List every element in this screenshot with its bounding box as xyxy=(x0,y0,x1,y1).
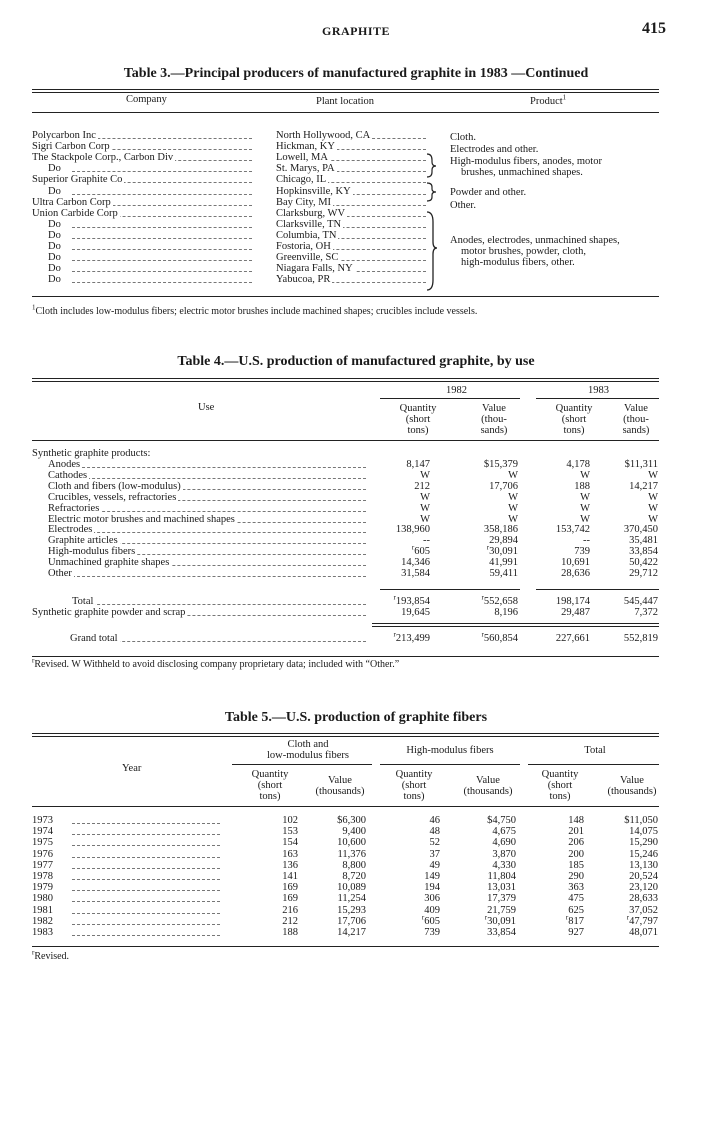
table5-row-1980-v3: 28,633 xyxy=(629,893,658,905)
dot-leader xyxy=(72,901,220,902)
table4-row-1-v82: $15,379 xyxy=(483,459,518,470)
table5-row-1980-q2: 306 xyxy=(424,893,440,905)
table4-head-1983-value: Value xyxy=(624,403,648,414)
table4-year-1982: 1982 xyxy=(446,385,467,396)
table5-head-total-value: Value xyxy=(620,775,644,786)
table4-head-1982-quantity: (short xyxy=(405,414,431,425)
table5-row-1983-v2: 33,854 xyxy=(487,927,516,938)
dot-leader xyxy=(72,282,252,283)
table5-row-1976-q3: 200 xyxy=(568,848,584,860)
table5-row-1981-v3: 37,052 xyxy=(629,904,658,916)
table3-company-11: Do xyxy=(48,241,61,252)
revised-mark: r xyxy=(411,543,415,552)
table4-head-1982-value: sands) xyxy=(480,425,508,436)
table5-row-1978-q1: 141 xyxy=(282,871,298,882)
page-number: 415 xyxy=(642,20,666,37)
table5-row-1983-q3: 927 xyxy=(568,927,584,938)
table3-company-12: Do xyxy=(48,252,61,264)
table5-row-1981-v2: 21,759 xyxy=(487,904,516,916)
table5-row-1978-year: 1978 xyxy=(32,871,53,882)
table3-braces xyxy=(424,150,438,295)
table3-product-1: Cloth. xyxy=(450,132,476,143)
table3-col-product: Product$^1$ xyxy=(530,93,567,107)
table4-row-10-label: Unmachined graphite shapes xyxy=(48,557,170,569)
dot-leader xyxy=(72,890,220,891)
table4-row-8-q82: -- xyxy=(423,535,430,547)
table3-plant-8: Clarksburg, WV xyxy=(276,207,346,219)
table5-row-1973-q3: 148 xyxy=(568,815,584,826)
table5-row-1983-q1: 188 xyxy=(282,927,298,938)
table5-row-1981-v1: 15,293 xyxy=(337,904,366,916)
table5-row-1977-v2: 4,330 xyxy=(492,859,516,871)
revised-mark: r xyxy=(32,656,35,665)
table4-year-1983: 1983 xyxy=(588,385,609,396)
table3-plant-13: Niagara Falls, NY xyxy=(276,263,353,275)
table4-row-5-q83: W xyxy=(580,502,590,514)
table3-footnote: $^1$Cloth includes low-modulus fibers; electric motor brushes include machined shapes; crucibles include vessels. xyxy=(32,303,478,317)
table5-row-1976-v3: 15,246 xyxy=(629,848,658,860)
dot-leader xyxy=(72,271,252,272)
dot-leader xyxy=(72,478,366,479)
table4-row-7-v82: 358,186 xyxy=(483,524,518,536)
table4-row-10-q82: 14,346 xyxy=(401,557,430,569)
table4-head-1983-value: (thou- xyxy=(623,414,649,425)
revised-mark: r xyxy=(481,593,484,602)
table3-company-1: Polycarbon Inc xyxy=(32,130,96,141)
table3-plant-10: Columbia, TN xyxy=(276,229,337,241)
dot-leader xyxy=(72,260,252,261)
table5-row-1977-v1: 8,800 xyxy=(342,859,366,871)
table5-row-1982-year: 1982 xyxy=(32,915,53,927)
table4-grand-total-q82: $^r$213,499 xyxy=(393,630,430,644)
table4-row-10-v83: 50,422 xyxy=(629,557,658,569)
table3-plant-12: Greenville, SC xyxy=(276,252,339,264)
table4-head-1983-value: sands) xyxy=(622,425,650,436)
table4-grand-total-v83: 552,819 xyxy=(623,633,658,644)
dot-leader xyxy=(72,171,252,172)
table5-row-1982-q1: 212 xyxy=(282,915,298,927)
table3-company-9: Do xyxy=(48,218,61,230)
dot-leader xyxy=(72,576,366,577)
table5-row-1982-q3: $^r$817 xyxy=(565,913,584,927)
running-header: GRAPHITE xyxy=(321,24,390,38)
table4-group-label: Synthetic graphite products: xyxy=(32,448,151,459)
table4-row-5-label: Refractories xyxy=(48,502,100,514)
table3-caption: Table 3.—Principal producers of manufactured graphite in 1983 —Continued xyxy=(123,66,589,81)
table4-row-7-q83: 153,742 xyxy=(555,524,590,536)
table5-row-1977-v3: 13,130 xyxy=(629,859,658,871)
table3-company-5: Superior Graphite Co xyxy=(32,174,123,186)
table5-row-1975-q3: 206 xyxy=(568,837,584,849)
table5-row-1980-year: 1980 xyxy=(32,893,53,905)
table4-row-2-q83: W xyxy=(580,469,590,481)
table5-total-rule xyxy=(528,764,659,765)
table3-product-2: Electrodes and other. xyxy=(450,144,539,155)
dot-leader xyxy=(72,138,252,139)
dot-leader xyxy=(72,935,220,936)
dot-leader xyxy=(72,823,220,824)
table4-total-q83: 198,174 xyxy=(555,596,590,607)
table4-1982-rule xyxy=(380,398,520,399)
table4-row-11-q82: 31,584 xyxy=(401,568,430,579)
table4-row-8-v82: 29,894 xyxy=(489,535,518,547)
dot-leader xyxy=(72,194,252,195)
table3-plant-6: Hopkinsville, KY xyxy=(276,185,351,197)
table5-row-1973-v2: $4,750 xyxy=(487,815,516,826)
table5-row-1974-v1: 9,400 xyxy=(342,826,366,838)
table4-row-8-label: Graphite articles xyxy=(48,535,118,547)
table4-top-rule xyxy=(32,378,659,382)
table5-row-1976-year: 1976 xyxy=(32,848,53,860)
table3-product-6b: motor brushes, powder, cloth, xyxy=(461,246,586,257)
table3-header-rule xyxy=(32,112,659,113)
table5-cloth-rule xyxy=(232,764,372,765)
table4-row-7-label: Electrodes xyxy=(48,524,93,536)
table4-total-label: Total xyxy=(72,596,94,607)
table4-row-7-v83: 370,450 xyxy=(623,524,658,536)
table4-row-5-v82: W xyxy=(508,502,518,514)
table4-row-6-v83: W xyxy=(648,513,658,525)
table3-plant-4: St. Marys, PA xyxy=(276,163,335,175)
dot-leader xyxy=(72,924,220,925)
table4-powder-q83: 29,487 xyxy=(561,607,590,618)
table3-company-6: Do xyxy=(48,185,61,197)
table5-year-header: Year xyxy=(122,763,142,774)
table3-plant-9: Clarksville, TN xyxy=(276,218,342,230)
table4-header-rule xyxy=(32,440,659,441)
table5-row-1979-v1: 10,089 xyxy=(337,882,366,894)
table3-top-rule xyxy=(32,89,659,93)
table4-total-v83: 545,447 xyxy=(623,596,658,607)
table4-row-9-q83: 739 xyxy=(574,546,590,558)
table4-row-1-label: Anodes xyxy=(48,459,81,470)
table5-row-1975-v2: 4,690 xyxy=(492,837,516,849)
table5-group-high-modulus: High-modulus fibers xyxy=(406,745,494,756)
table5-head-cloth-quantity: (short xyxy=(257,780,283,791)
table5-row-1978-q2: 149 xyxy=(424,871,440,882)
table5-row-1973-v1: $6,300 xyxy=(337,815,366,826)
table4-row-2-v83: W xyxy=(648,469,658,481)
table4-row-9-v83: 33,854 xyxy=(629,546,658,558)
table4-row-2-v82: W xyxy=(508,469,518,481)
dot-leader xyxy=(72,845,220,846)
table4-row-9-q82: $^r$605 xyxy=(411,543,430,558)
table5-row-1975-v1: 10,600 xyxy=(337,837,366,849)
dot-leader xyxy=(72,834,220,835)
table5-head-high-value: Value xyxy=(476,775,500,786)
table5-head-cloth-quantity: tons) xyxy=(259,791,281,802)
table3-company-8: Union Carbide Corp xyxy=(32,207,118,219)
table5-row-1980-q1: 169 xyxy=(282,893,298,905)
table4-row-7-q82: 138,960 xyxy=(395,524,430,536)
table5-row-1974-q3: 201 xyxy=(568,826,584,838)
brace-chicago xyxy=(427,183,436,201)
table4-row-5-v83: W xyxy=(648,502,658,514)
table4-row-4-q82: W xyxy=(420,491,430,503)
table4-total-v82: $^r$552,658 xyxy=(481,593,518,607)
table5-row-1977-q1: 136 xyxy=(282,859,298,871)
table5-head-cloth-quantity: Quantity xyxy=(251,769,289,780)
revised-mark: r xyxy=(32,948,35,957)
table4-row-11-label: Other xyxy=(48,568,72,579)
table3-product-6a: Anodes, electrodes, unmachined shapes, xyxy=(450,235,620,246)
table5-row-1977-q3: 185 xyxy=(568,859,584,871)
table4-head-1982-quantity: Quantity xyxy=(399,403,437,414)
brace-lowell xyxy=(427,154,436,177)
table4-row-11-v82: 59,411 xyxy=(489,568,518,579)
table5-row-1981-year: 1981 xyxy=(32,904,53,916)
table4-grand-total-label: Grand total xyxy=(70,633,118,644)
dot-leader xyxy=(316,160,426,161)
revised-mark: r xyxy=(421,913,425,922)
table5-head-total-value: (thousands) xyxy=(607,786,657,797)
table3-product-3b: brushes, unmachined shapes. xyxy=(461,167,583,178)
table4-row-8-q83: -- xyxy=(583,535,590,547)
table3-product-3a: High-modulus fibers, anodes, motor xyxy=(450,156,602,167)
table5-head-cloth-value: Value xyxy=(328,775,352,786)
table4-row-6-label: Electric motor brushes and machined shapes xyxy=(48,513,235,525)
dot-leader xyxy=(316,282,426,283)
table4-row-9-v82: $^r$30,091 xyxy=(486,543,518,558)
table4-grand-total-v82: $^r$560,854 xyxy=(481,630,518,644)
table4-row-3-label: Cloth and fibers (low-modulus) xyxy=(48,480,181,492)
table4-caption: Table 4.—U.S. production of manufactured graphite, by use xyxy=(177,354,535,369)
table4-use-header: Use xyxy=(198,402,215,413)
table3-company-3: The Stackpole Corp., Carbon Div xyxy=(32,152,174,164)
table4-row-11-q83: 28,636 xyxy=(561,568,590,579)
table5-group-total: Total xyxy=(584,745,606,756)
table3-plant-3: Lowell, MA xyxy=(276,152,328,164)
table5-row-1982-v3: $^r$47,797 xyxy=(626,913,658,927)
table5-row-1978-v1: 8,720 xyxy=(342,871,366,882)
table5-row-1977-year: 1977 xyxy=(32,859,53,871)
table5-head-high-value: (thousands) xyxy=(463,786,513,797)
table5-row-1982-q2: $^r$605 xyxy=(421,913,440,927)
table3-company-7: Ultra Carbon Corp xyxy=(32,196,111,208)
table3-plant-14: Yabucoa, PR xyxy=(276,274,331,286)
table5-head-high-quantity: tons) xyxy=(403,791,425,802)
table4-row-1-q83: 4,178 xyxy=(566,459,590,470)
table5-row-1976-v1: 11,376 xyxy=(337,848,366,860)
table4-subtotal-rule xyxy=(380,589,520,590)
table5-row-1981-q1: 216 xyxy=(282,904,298,916)
table5-row-1975-q1: 154 xyxy=(282,837,298,849)
table4-row-4-label: Crucibles, vessels, refractories xyxy=(48,491,177,503)
revised-mark: r xyxy=(565,913,569,922)
table5-row-1974-v3: 14,075 xyxy=(629,826,658,838)
table4-bottom-rule xyxy=(32,656,659,657)
dot-leader xyxy=(72,532,366,533)
table5-row-1980-v2: 17,379 xyxy=(487,893,516,905)
table4-head-1983-quantity: Quantity xyxy=(555,403,593,414)
table5-header-rule xyxy=(32,806,659,807)
table3-bottom-rule xyxy=(32,296,659,297)
table5-row-1977-q2: 49 xyxy=(429,859,440,871)
table4-head-1982-quantity: tons) xyxy=(407,425,429,436)
table3-product-5: Other. xyxy=(450,200,476,211)
table5-row-1979-q3: 363 xyxy=(568,882,584,894)
table4-powder-q82: 19,645 xyxy=(401,607,430,618)
table3-plant-11: Fostoria, OH xyxy=(276,241,331,252)
table5-head-high-quantity: Quantity xyxy=(395,769,433,780)
table4-row-2-q82: W xyxy=(420,469,430,481)
table5-row-1974-year: 1974 xyxy=(32,826,53,838)
table4-row-6-q82: W xyxy=(420,513,430,525)
revised-mark: r xyxy=(486,543,490,552)
table4-row-1-v83: $11,311 xyxy=(624,459,658,470)
table5-row-1976-v2: 3,870 xyxy=(492,848,516,860)
table5-row-1974-q2: 48 xyxy=(429,826,440,838)
dot-leader xyxy=(72,238,252,239)
table5-row-1973-v3: $11,050 xyxy=(624,815,658,826)
table3-company-14: Do xyxy=(48,274,61,286)
table4-total-q82: $^r$193,854 xyxy=(393,593,430,607)
table4-row-6-v82: W xyxy=(508,513,518,525)
table3-plant-1: North Hollywood, CA xyxy=(276,130,371,141)
table4-head-1982-value: (thou- xyxy=(481,414,507,425)
table3-product-4: Powder and other. xyxy=(450,187,527,198)
dot-leader xyxy=(72,604,366,605)
revised-mark: r xyxy=(393,593,396,602)
dot-leader xyxy=(72,249,252,250)
table4-row-4-v82: W xyxy=(508,491,518,503)
table4-subtotal-rule xyxy=(536,589,659,590)
table5-row-1983-v3: 48,071 xyxy=(629,927,658,938)
brace-union-carbide xyxy=(427,212,437,290)
table5-head-total-quantity: tons) xyxy=(549,791,571,802)
table4-row-3-v82: 17,706 xyxy=(489,480,518,492)
dot-leader xyxy=(72,868,220,869)
table4-row-6-q83: W xyxy=(580,513,590,525)
table3-company-2: Sigri Carbon Corp xyxy=(32,141,110,153)
table5-row-1978-q3: 290 xyxy=(568,871,584,882)
table3-company-10: Do xyxy=(48,229,61,241)
dot-leader xyxy=(72,879,220,880)
table5-row-1980-q3: 475 xyxy=(568,893,584,905)
table3-company-13: Do xyxy=(48,263,61,275)
table4-row-9-label: High-modulus fibers xyxy=(48,546,136,558)
table4-powder-v83: 7,372 xyxy=(634,607,658,618)
table3-col-plant: Plant location xyxy=(316,96,375,107)
table3-plant-7: Bay City, MI xyxy=(276,196,332,208)
table5-footnote: $^r$Revised. xyxy=(32,948,70,962)
table5-row-1973-q2: 46 xyxy=(429,815,440,826)
table5-row-1976-q1: 163 xyxy=(282,848,298,860)
table5-head-total-quantity: (short xyxy=(547,780,573,791)
table4-head-1982-value: Value xyxy=(482,403,506,414)
table3-col-company: Company xyxy=(126,94,167,105)
revised-mark: r xyxy=(484,913,488,922)
table5-row-1981-q3: 625 xyxy=(568,904,584,916)
table5-row-1981-q2: 409 xyxy=(424,904,440,916)
table5-row-1979-v3: 23,120 xyxy=(629,882,658,894)
table4-powder-label: Synthetic graphite powder and scrap xyxy=(32,607,186,618)
table5-high-rule xyxy=(380,764,520,765)
dot-leader xyxy=(72,913,220,914)
dot-leader xyxy=(316,182,426,183)
table4-head-1983-quantity: tons) xyxy=(563,425,585,436)
table4-footnote: $^r$Revised. W Withheld to avoid disclosing company proprietary data; included with “Other.” xyxy=(32,656,400,670)
table4-row-4-v83: W xyxy=(648,491,658,503)
table4-row-10-q83: 10,691 xyxy=(561,557,590,569)
table4-grand-rule xyxy=(372,623,659,627)
table3-product-6c: high-modulus fibers, other. xyxy=(461,257,575,268)
table4-row-10-v82: 41,991 xyxy=(489,557,518,569)
table5-row-1974-q1: 153 xyxy=(282,826,298,838)
table5-row-1975-v3: 15,290 xyxy=(629,837,658,849)
table4-row-3-q82: 212 xyxy=(414,480,430,492)
table5-row-1982-v2: $^r$30,091 xyxy=(484,913,516,927)
table4-row-3-v83: 14,217 xyxy=(629,480,658,492)
table5-head-total-quantity: Quantity xyxy=(541,769,579,780)
table4-row-8-v83: 35,481 xyxy=(629,535,658,547)
table5-group-cloth: Cloth and low-modulus fibers xyxy=(267,739,349,761)
table5-caption: Table 5.—U.S. production of graphite fibers xyxy=(224,710,488,725)
table4-row-5-q82: W xyxy=(420,502,430,514)
dot-leader xyxy=(72,227,252,228)
table4-1983-rule xyxy=(536,398,659,399)
table4-row-3-q83: 188 xyxy=(574,480,590,492)
dot-leader xyxy=(72,467,366,468)
table5-row-1978-v2: 11,804 xyxy=(487,871,516,882)
table5-row-1983-v1: 14,217 xyxy=(337,927,366,938)
table5-row-1973-year: 1973 xyxy=(32,815,53,826)
table5-row-1983-year: 1983 xyxy=(32,927,53,938)
table5-row-1979-v2: 13,031 xyxy=(487,882,516,894)
table5-row-1979-q2: 194 xyxy=(424,882,440,894)
table4-row-11-v83: 29,712 xyxy=(629,568,658,579)
table5-row-1980-v1: 11,254 xyxy=(337,893,366,905)
table5-row-1975-q2: 52 xyxy=(429,837,440,849)
table5-row-1979-year: 1979 xyxy=(32,882,53,894)
table5-row-1982-v1: 17,706 xyxy=(337,915,366,927)
revised-mark: r xyxy=(626,913,630,922)
table3-plant-5: Chicago, IL xyxy=(276,174,327,186)
table5-row-1973-q1: 102 xyxy=(282,815,298,826)
revised-mark: r xyxy=(393,630,396,639)
dot-leader xyxy=(72,511,366,512)
table5-bottom-rule xyxy=(32,946,659,947)
revised-mark: r xyxy=(481,630,484,639)
table5-row-1979-q1: 169 xyxy=(282,882,298,894)
table4-head-1983-quantity: (short xyxy=(561,414,587,425)
table5-row-1975-year: 1975 xyxy=(32,837,53,849)
table3-plant-2: Hickman, KY xyxy=(276,141,335,153)
table3-company-4: Do xyxy=(48,163,61,175)
table4-row-1-q82: 8,147 xyxy=(406,459,430,470)
table4-grand-total-q83: 227,661 xyxy=(555,633,590,644)
dot-leader xyxy=(72,857,220,858)
table5-head-cloth-value: (thousands) xyxy=(315,786,365,797)
table5-top-rule xyxy=(32,733,659,737)
table5-row-1974-v2: 4,675 xyxy=(492,826,516,838)
table5-head-high-quantity: (short xyxy=(401,780,427,791)
table5-row-1978-v3: 20,524 xyxy=(629,871,658,882)
table5-row-1983-q2: 739 xyxy=(424,927,440,938)
table4-row-4-q83: W xyxy=(580,491,590,503)
table4-powder-v82: 8,196 xyxy=(494,607,518,618)
table4-row-2-label: Cathodes xyxy=(48,469,88,481)
table5-row-1976-q2: 37 xyxy=(429,848,440,860)
